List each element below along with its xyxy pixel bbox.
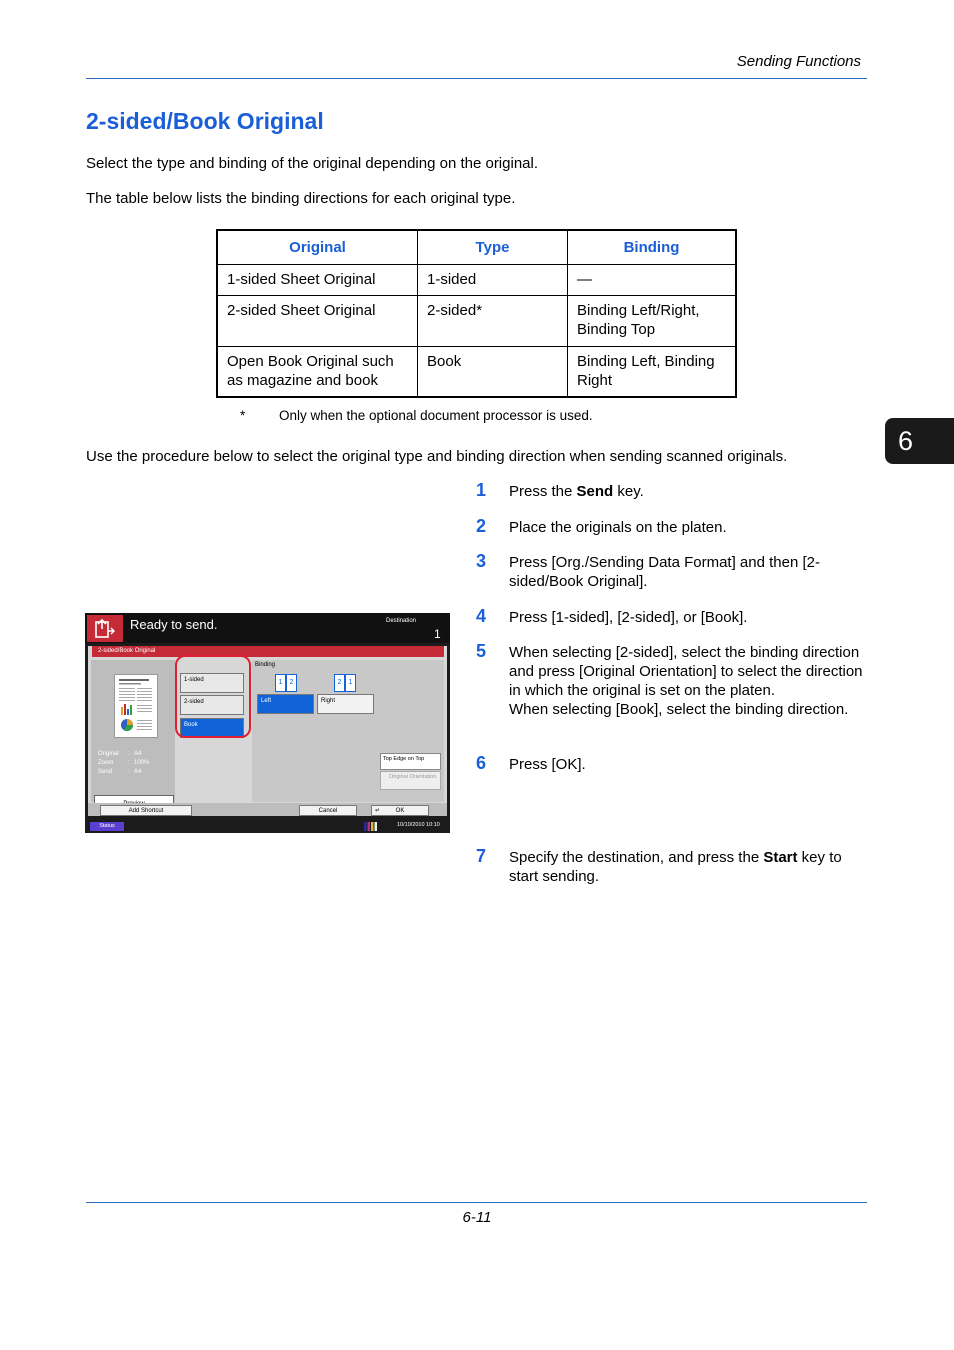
intro-paragraph-1: Select the type and binding of the original depending on the original.: [86, 155, 538, 172]
send-mode-icon: [87, 615, 123, 642]
book-button[interactable]: Book: [180, 718, 244, 738]
preview-area: [91, 660, 175, 802]
step-number: 1: [476, 480, 487, 500]
status-button[interactable]: Status: [90, 822, 124, 831]
binding-table: [216, 229, 737, 398]
binding-label: Binding: [255, 662, 276, 668]
table-header-type: Type: [418, 230, 568, 265]
binding-left-button[interactable]: Left: [257, 694, 314, 714]
chapter-tab: 6: [885, 418, 954, 464]
footer-rule: [86, 1202, 867, 1203]
table-header-original: Original: [217, 230, 418, 265]
step-text-part: Place the originals on the platen.: [509, 519, 727, 536]
step-text-part: Press [1-sided], [2-sided], or [Book].: [509, 609, 748, 626]
info-value: 100%: [134, 760, 150, 766]
table-cell: 1-sided Sheet Original: [217, 265, 418, 296]
table-cell: Binding Left/Right, Binding Top: [568, 296, 737, 347]
add-shortcut-button[interactable]: Add Shortcut: [100, 805, 192, 816]
table-footnote: [240, 408, 593, 423]
destination-count: 1: [434, 627, 441, 641]
page-number-icon: 2: [334, 674, 345, 692]
step-key-name: Send: [576, 483, 614, 500]
footnote-mark: *: [240, 408, 246, 423]
step-text-part: Press [Org./Sending Data Format] and then [2-sided/Book Original].: [509, 554, 820, 590]
step-note: When selecting [Book], select the binding direction.: [509, 701, 849, 718]
top-edge-indicator: Top Edge on Top: [380, 753, 441, 770]
table-cell: —: [568, 265, 737, 296]
step-text: [509, 482, 871, 501]
header-rule: [86, 78, 867, 79]
table-cell: Book: [418, 347, 568, 398]
one-sided-button[interactable]: 1-sided: [180, 673, 244, 693]
step-number: 6: [476, 753, 487, 773]
page-number-icon: 1: [345, 674, 356, 692]
toner-level-icon: [364, 821, 378, 831]
info-row-send: Send : A4: [98, 769, 142, 775]
step-number: 3: [476, 551, 487, 571]
page-number: 6-11: [462, 1209, 492, 1226]
info-row-original: Original : A4: [98, 751, 142, 757]
enter-icon: ↵: [375, 808, 381, 814]
binding-right-button[interactable]: Right: [317, 694, 374, 714]
table-row: [217, 296, 736, 347]
step-text-part: Press the: [509, 483, 577, 500]
step-text-part: key to start sending.: [509, 849, 842, 885]
page-number-icon: 1: [275, 674, 286, 692]
info-value: A4: [134, 769, 142, 775]
step-text-part: key.: [613, 483, 644, 500]
screen-status-bar: [85, 613, 450, 643]
screen-bottom-bar: [88, 803, 447, 816]
binding-left-icon: [275, 674, 297, 692]
highlight-ring: [175, 655, 251, 738]
step-text-part: Specify the destination, and press the: [509, 849, 764, 866]
step-key-name: Start: [763, 849, 798, 866]
original-orientation-button[interactable]: Original Orientation: [380, 771, 441, 790]
table-header-binding: Binding: [568, 230, 737, 265]
table-cell: 2-sided Sheet Original: [217, 296, 418, 347]
step-text-part: When selecting [2-sided], select the binding direction and press [Original Orientation] to select the direction in which the original is set on the platen.: [509, 644, 863, 699]
table-cell: 2-sided*: [418, 296, 568, 347]
table-cell: Open Book Original such as magazine and book: [217, 347, 418, 398]
destination-label: Destination: [386, 618, 417, 624]
two-sided-button[interactable]: 2-sided: [180, 695, 244, 715]
binding-right-icon: [334, 674, 356, 692]
ok-button[interactable]: [371, 805, 429, 816]
page-number-icon: 2: [286, 674, 297, 692]
step-number: 5: [476, 641, 487, 661]
step-text: [509, 553, 871, 591]
screen-datetime: 10/10/2010 10:10: [397, 822, 440, 828]
step-text: [509, 848, 871, 886]
step-text-part: Press [OK].: [509, 756, 586, 773]
info-row-zoom: Zoom : 100%: [98, 760, 150, 766]
step-text: [509, 518, 871, 537]
table-header-row: [217, 230, 736, 265]
step-number: 4: [476, 606, 487, 626]
cancel-button[interactable]: Cancel: [299, 805, 357, 816]
info-value: A4: [134, 751, 142, 757]
preview-thumbnail: [114, 674, 158, 738]
info-label: Original: [98, 751, 119, 757]
step-number: 7: [476, 846, 487, 866]
screen-status-text: Ready to send.: [130, 617, 218, 632]
procedure-intro: Use the procedure below to select the original type and binding direction when sending scanned originals.: [86, 448, 788, 465]
screen-panel: [88, 646, 447, 816]
step-number: 2: [476, 516, 487, 536]
step-text: [509, 755, 871, 774]
screen-panel-title: 2-sided/Book Original: [92, 646, 444, 657]
device-screen: [85, 613, 450, 833]
step-text: [509, 608, 871, 627]
info-label: Send: [98, 769, 113, 775]
page-title: 2-sided/Book Original: [86, 108, 324, 134]
table-row: [217, 265, 736, 296]
ok-label: OK: [395, 808, 405, 814]
step-text: [509, 643, 871, 719]
table-cell: Binding Left, Binding Right: [568, 347, 737, 398]
table-row: [217, 347, 736, 398]
footnote-text: Only when the optional document processor is used.: [279, 408, 593, 423]
intro-paragraph-2: The table below lists the binding directions for each original type.: [86, 190, 516, 207]
running-header: Sending Functions: [736, 53, 861, 70]
table-cell: 1-sided: [418, 265, 568, 296]
info-label: Zoom: [98, 760, 114, 766]
binding-panel: [252, 660, 444, 802]
